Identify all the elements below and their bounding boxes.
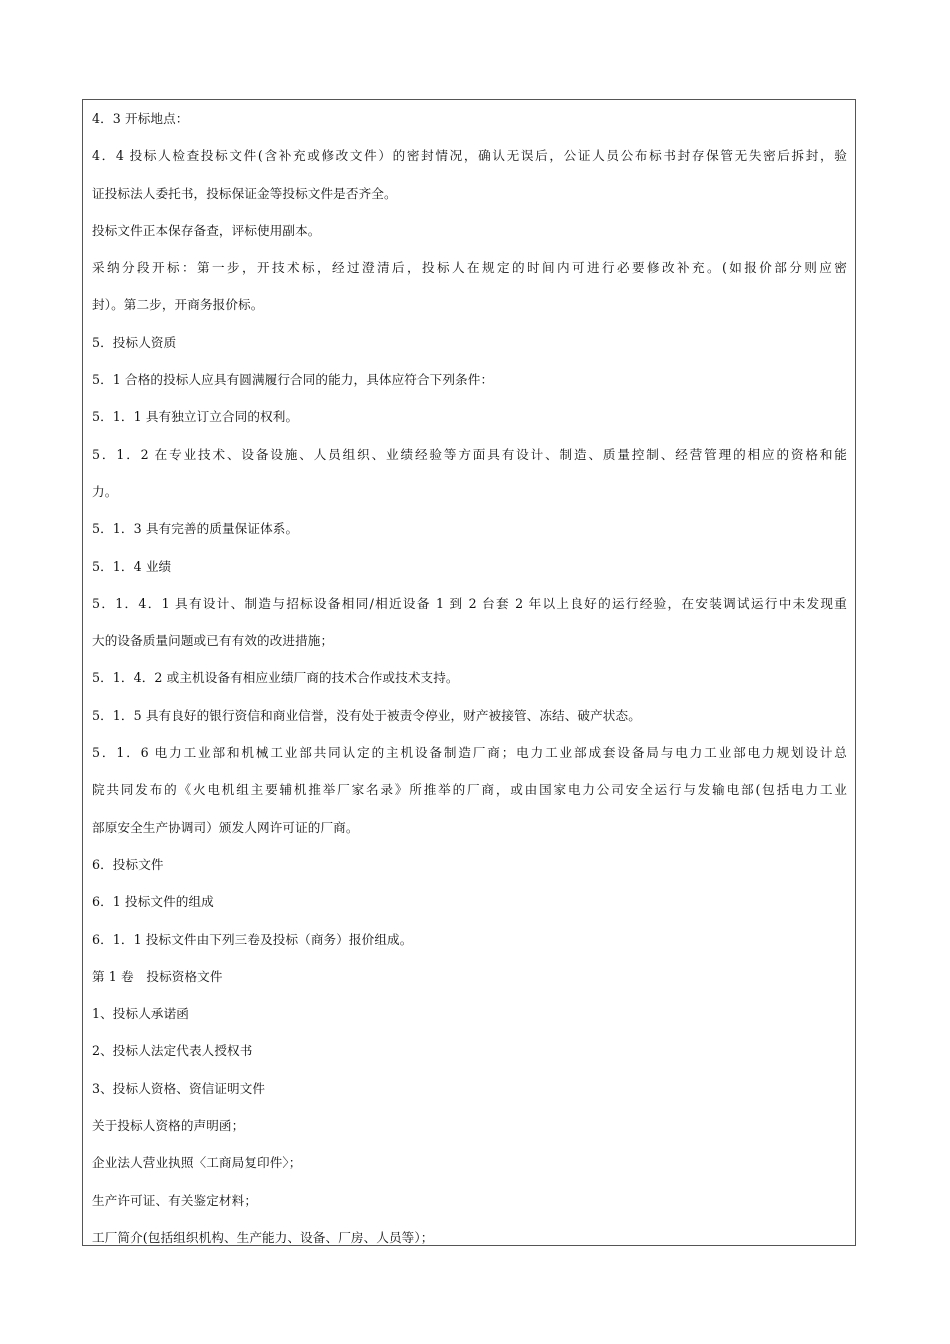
text-line: 第 1 卷 投标资格文件	[92, 968, 223, 984]
text-line: 6．1 投标文件的组成	[92, 894, 214, 910]
text-line: 1、投标人承诺函	[92, 1006, 189, 1022]
text-line: 5．1．1 具有独立订立合同的权利。	[92, 409, 299, 425]
text-line: 5．投标人资质	[92, 334, 177, 350]
text-line: 证投标法人委托书，投标保证金等投标文件是否齐全。	[92, 185, 397, 201]
text-line: 5．1．3 具有完善的质量保证体系。	[92, 521, 299, 537]
text-line: 力。	[92, 483, 118, 499]
text-line: 5．1．2 在专业技术、设备设施、人员组织、业绩经验等方面具有设计、制造、质量控制、经营管理的相应的资格和能	[92, 446, 847, 462]
text-line: 采纳分段开标：第一步，开技术标，经过澄清后，投标人在规定的时间内可进行必要修改补充。(如报价部分则应密	[92, 260, 847, 276]
text-line: 5．1．6 电力工业部和机械工业部共同认定的主机设备制造厂商；电力工业部成套设备局与电力工业部电力规划设计总	[92, 745, 847, 761]
text-line: 5．1 合格的投标人应具有圆满履行合同的能力，具体应符合下列条件：	[92, 372, 494, 388]
text-line: 大的设备质量问题或已有有效的改进措施；	[92, 633, 334, 649]
text-line: 关于投标人资格的声明函；	[92, 1118, 245, 1134]
document-body	[92, 100, 847, 1256]
text-line: 4．3 开标地点：	[92, 111, 189, 126]
document-table-cell	[82, 99, 856, 1246]
text-line: 工厂简介(包括组织机构、生产能力、设备、厂房、人员等）；	[92, 1229, 434, 1245]
text-line: 5．1．4．1 具有设计、制造与招标设备相同/相近设备 1 到 2 台套 2 年以上良好的运行经验，在安装调试运行中未发现重	[92, 595, 847, 611]
text-line: 生产许可证、有关鉴定材料；	[92, 1192, 258, 1208]
text-line: 企业法人营业执照〈工商局复印件〉；	[92, 1155, 302, 1171]
text-line: 6．投标文件	[92, 856, 164, 872]
text-line: 5．1．4．2 或主机设备有相应业绩厂商的技术合作或技术支持。	[92, 670, 459, 686]
text-line: 投标文件正本保存备查，评标使用副本。	[92, 222, 321, 238]
text-line: 5．1．4 业绩	[92, 558, 172, 574]
text-line: 院共同发布的《火电机组主要辅机推举厂家名录》所推举的厂商，或由国家电力公司安全运行与发输电部(包括电力工业	[92, 782, 847, 798]
text-line: 5．1．5 具有良好的银行资信和商业信誉，没有处于被责令停业，财产被接管、冻结、破产状态。	[92, 707, 641, 723]
text-line: 3、投标人资格、资信证明文件	[92, 1080, 266, 1096]
text-line: 部原安全生产协调司）颁发人网许可证的厂商。	[92, 819, 359, 835]
text-line: 封）。第二步，开商务报价标。	[92, 297, 264, 313]
text-line: 4．4 投标人检查投标文件(含补充或修改文件）的密封情况，确认无误后，公证人员公布标书封存保管无失密后拆封，验	[92, 148, 847, 164]
text-line: 2、投标人法定代表人授权书	[92, 1043, 253, 1059]
text-line: 6．1．1 投标文件由下列三卷及投标（商务）报价组成。	[92, 931, 413, 947]
